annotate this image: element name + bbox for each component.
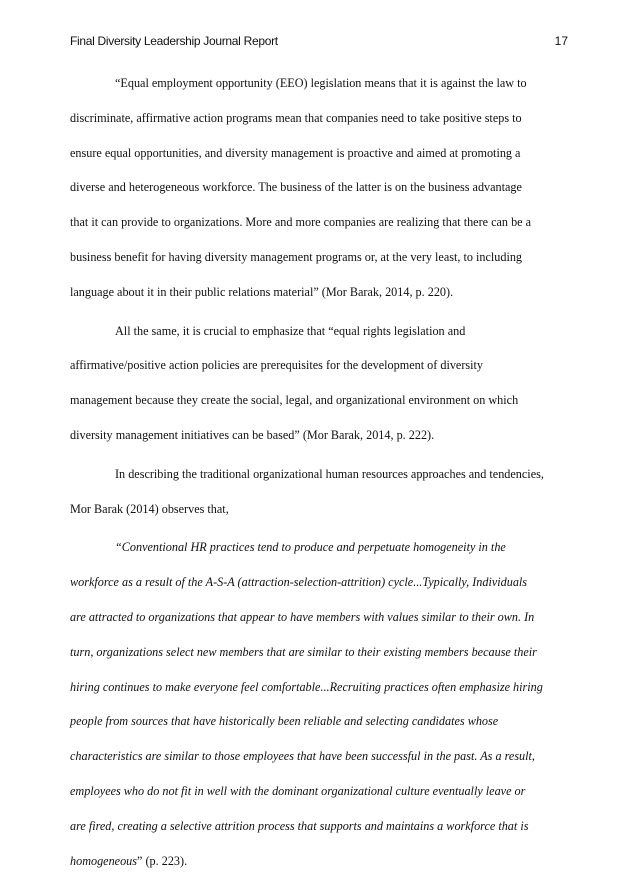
text-line: that it can provide to organizations. More and more companies are realizing that there can be a — [70, 215, 532, 230]
quote-line: are fired, creating a selective attrition process that supports and maintains a workforce that is — [70, 818, 529, 833]
header-title: Final Diversity Leadership Journal Report — [70, 34, 278, 48]
text-line: management because they create the social, legal, and organizational environment on which — [70, 393, 519, 408]
quote-line: are attracted to organizations that appear to have members with values similar to their own. In — [70, 609, 535, 624]
quote-line: workforce as a result of the A-S-A (attraction-selection-attrition) cycle...Typically, Individuals — [70, 575, 528, 590]
text-line: diversity management initiatives can be based” (Mor Barak, 2014, p. 222). — [70, 427, 435, 442]
text-line: language about it in their public relations material” (Mor Barak, 2014, p. 220). — [70, 284, 454, 299]
text-line: affirmative/positive action policies are prerequisites for the development of diversity — [70, 358, 484, 373]
quote-citation: ” (p. 223). — [137, 853, 188, 868]
text-line: ensure equal opportunities, and diversity management is proactive and aimed at promoting a — [70, 145, 521, 160]
text-line: “Equal employment opportunity (EEO) legislation means that it is against the law to — [115, 76, 527, 90]
page-header — [70, 30, 568, 50]
paragraph-hr-approaches — [70, 457, 572, 527]
text-line: Mor Barak (2014) observes that, — [70, 501, 229, 516]
text-line: diverse and heterogeneous workforce. The business of the latter is on the business advantage — [70, 180, 522, 195]
text-line: All the same, it is crucial to emphasize that “equal rights legislation and — [115, 323, 466, 338]
page-number: 17 — [554, 34, 568, 48]
quote-line: people from sources that have historically been reliable and selecting candidates whose — [70, 714, 499, 729]
paragraph-equal-rights — [70, 314, 572, 453]
quote-line: “Conventional HR practices tend to produce and perpetuate homogeneity in the — [115, 540, 506, 555]
paragraph-eeo — [70, 66, 572, 310]
text-line: discriminate, affirmative action programs mean that companies need to take positive steps to — [70, 110, 522, 125]
document-body — [70, 66, 572, 878]
quote-last-line — [70, 844, 572, 878]
text-line: business benefit for having diversity management programs or, at the very least, to including — [70, 249, 523, 264]
quote-line: hiring continues to make everyone feel comfortable...Recruiting practices often emphasize hiring — [70, 679, 543, 694]
quote-line: turn, organizations select new members that are similar to their existing members because their — [70, 644, 537, 659]
quote-final-word: homogeneous — [70, 853, 138, 868]
text-line: In describing the traditional organizational human resources approaches and tendencies, — [115, 466, 544, 481]
quote-line: employees who do not fit in well with the dominant organizational culture eventually leave or — [70, 783, 526, 798]
quote-line: characteristics are similar to those employees that have been successful in the past. As a result, — [70, 749, 535, 764]
